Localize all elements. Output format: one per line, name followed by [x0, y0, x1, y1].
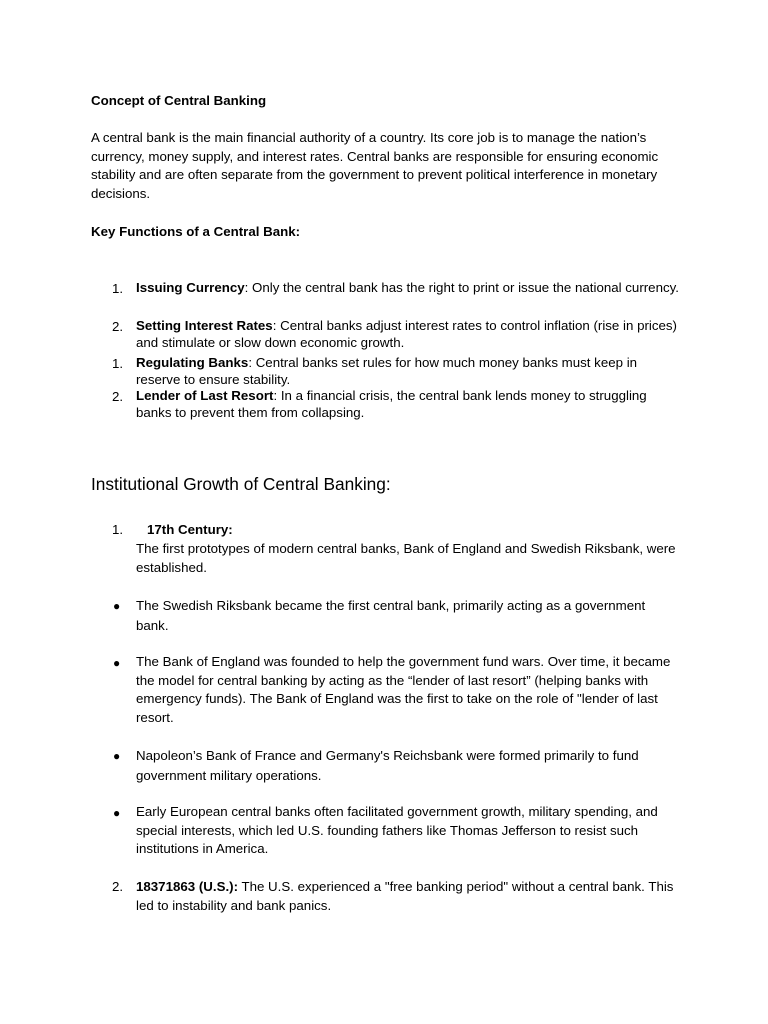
list-item-body: [136, 318, 681, 351]
list-item-text: : In a financial crisis, the central bank lends money to struggling banks to prevent them from collapsing.: [136, 388, 647, 420]
list-item-term: Setting Interest Rates: [136, 318, 273, 333]
list-item-body: [136, 355, 681, 388]
century-number: 1.: [112, 522, 124, 537]
list-item-term: Issuing Currency: [136, 280, 245, 295]
period-label: 18371863 (U.S.):: [136, 879, 238, 894]
bullet-icon: ●: [113, 656, 121, 670]
list-item-text: : Central banks set rules for how much money banks must keep in reserve to ensure stability.: [136, 355, 638, 387]
period-text: The U.S. experienced a "free banking period" without a central bank. This led to instability and bank panics.: [136, 879, 674, 913]
period-number: 2.: [112, 879, 124, 894]
list-item-body: [136, 388, 681, 421]
list-item-term: Regulating Banks: [136, 355, 249, 370]
list-item-text: : Central banks adjust interest rates to control inflation (rise in prices) and stimulate or slow down economic growth.: [136, 318, 677, 350]
list-item-number: 2.: [112, 389, 124, 404]
bullet-icon: ●: [113, 749, 121, 763]
list-item-number: 1.: [112, 281, 124, 296]
bullet-text: The Swedish Riksbank became the first central bank, primarily acting as a government bank.: [136, 598, 646, 633]
key-functions-heading: Key Functions of a Central Bank:: [91, 224, 301, 239]
list-item-term: Lender of Last Resort: [136, 388, 274, 403]
bullet-text: The Bank of England was founded to help the government fund wars. Over time, it became the model for central banking by acting as the “lender of last resort” (helping banks with emergency funds). The Bank of England was the first to take on the role of "lender of last resort.: [136, 654, 671, 725]
bullet-text: Napoleon’s Bank of France and Germany's Reichsbank were formed primarily to fund government military operations.: [136, 748, 639, 783]
growth-heading: Institutional Growth of Central Banking:: [91, 474, 391, 494]
bullet-icon: ●: [113, 599, 121, 613]
list-item-body: [136, 280, 681, 297]
century-text: The first prototypes of modern central banks, Bank of England and Swedish Riksbank, were established.: [136, 541, 676, 575]
list-item-number: 2.: [112, 319, 124, 334]
bullet-text: Early European central banks often facilitated government growth, military spending, and special interests, which led U.S. founding fathers like Thomas Jefferson to resist such institutions in America.: [136, 804, 658, 856]
list-item-text: : Only the central bank has the right to print or issue the national currency.: [244, 280, 679, 295]
concept-title: Concept of Central Banking: [91, 93, 267, 108]
period-body: [136, 878, 681, 915]
concept-paragraph: A central bank is the main financial authority of a country. Its core job is to manage the nation’s currency, money supply, and interest rates. Central banks are responsible for ensuring economic stability and are often separate from the government to prevent political interference in monetary decisions.: [91, 130, 659, 201]
list-item-number: 1.: [112, 356, 124, 371]
century-label: 17th Century:: [147, 522, 233, 537]
bullet-icon: ●: [113, 806, 121, 820]
